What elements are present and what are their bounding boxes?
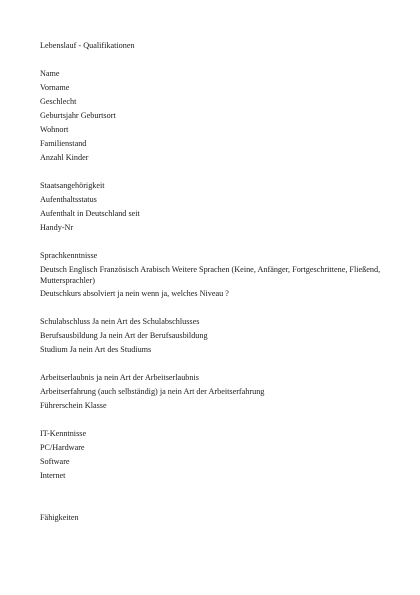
field-aufenthaltsstatus: Aufenthaltsstatus	[40, 195, 97, 204]
field-studium: Studium Ja nein Art des Studiums	[40, 345, 152, 354]
languages-list: Deutsch Englisch Französisch Arabisch Weitere Sprachen (Keine, Anfänger, Fortgeschrittene, Fließend, Muttersprachler)	[40, 265, 381, 285]
field-berufsausbildung: Berufsausbildung Ja nein Art der Berufsausbildung	[40, 331, 208, 340]
field-familienstand: Familienstand	[40, 139, 87, 148]
field-internet: Internet	[40, 471, 66, 480]
field-arbeitserlaubnis: Arbeitserlaubnis ja nein Art der Arbeitserlaubnis	[40, 373, 199, 382]
field-wohnort: Wohnort	[40, 125, 69, 134]
field-vorname: Vorname	[40, 83, 70, 92]
field-staatsangehoerigkeit: Staatsangehörigkeit	[40, 181, 105, 190]
field-arbeitserfahrung: Arbeitserfahrung (auch selbständig) ja nein Art der Arbeitserfahrung	[40, 387, 265, 396]
field-geburtsjahr-geburtsort: Geburtsjahr Geburtsort	[40, 111, 116, 120]
field-anzahl-kinder: Anzahl Kinder	[40, 153, 89, 162]
section-heading-it-kenntnisse: IT-Kenntnisse	[40, 429, 87, 438]
field-fuehrerschein: Führerschein Klasse	[40, 401, 107, 410]
field-geschlecht: Geschlecht	[40, 97, 77, 106]
field-deutschkurs: Deutschkurs absolviert ja nein wenn ja, welches Niveau ?	[40, 289, 229, 298]
field-software: Software	[40, 457, 70, 466]
field-name: Name	[40, 69, 60, 78]
section-heading-faehigkeiten: Fähigkeiten	[40, 513, 79, 522]
document-title: Lebenslauf - Qualifikationen	[40, 41, 135, 50]
field-pc-hardware: PC/Hardware	[40, 443, 85, 452]
field-schulabschluss: Schulabschluss Ja nein Art des Schulabschlusses	[40, 317, 200, 326]
field-aufenthalt-seit: Aufenthalt in Deutschland seit	[40, 209, 140, 218]
section-heading-sprachkenntnisse: Sprachkenntnisse	[40, 251, 98, 260]
field-handy-nr: Handy-Nr	[40, 223, 74, 232]
